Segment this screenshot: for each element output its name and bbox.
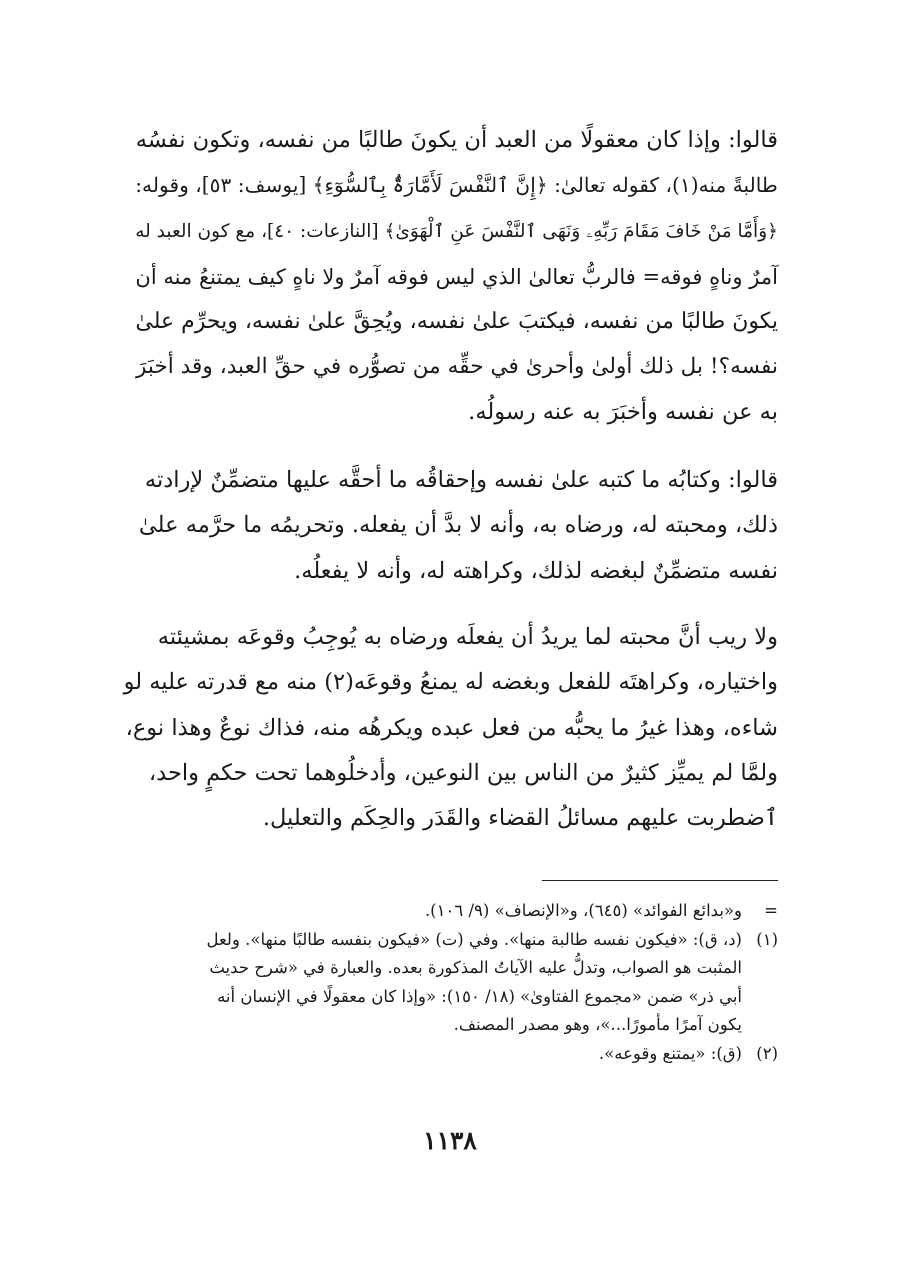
page-number: ١١٣٨	[423, 1126, 477, 1155]
text-line: ذلك، ومحبته له، ورضاه به، وأنه لا بدَّ أن يفعله. وتحريمُه ما حرَّمه علىٰ	[138, 512, 778, 539]
text-line: به عن نفسه وأخبَرَ به عنه رسولُه.	[468, 398, 778, 425]
paragraph-2	[122, 458, 778, 594]
footnote-line: يكون آمرًا مأمورًا...»، وهو مصدر المصنف.	[453, 1015, 742, 1035]
paragraph-1	[122, 118, 778, 435]
text-line: ٱضطربت عليهم مسائلُ القضاء والقَدَر والحِكَم والتعليل.	[262, 805, 778, 832]
footnote-marker: (١)	[756, 929, 778, 949]
footnote-line: (د، ق): «فيكون نفسه طالبة منها». وفي (ت) «فيكون بنفسه طالبًا منها». ولعل	[206, 929, 742, 949]
footnote-body	[122, 926, 742, 1040]
footnote-body	[122, 1040, 742, 1069]
footnote-body	[122, 897, 742, 926]
footnote-2	[122, 1040, 778, 1069]
footnote-line: و«بدائع الفوائد» (٦٤٥)، و«الإنصاف» (٩/ ١٠٦).	[424, 901, 742, 920]
footnote-continuation	[122, 897, 778, 926]
text-line: ولمَّا لم يميِّز كثيرٌ من الناس بين النوعين، وأدخلُوهما تحت حكمٍ واحد،	[148, 759, 778, 786]
footnote-line: المثبت هو الصواب، وتدلُّ عليه الآياتُ المذكورة بعده. والعبارة في «شرح حديث	[209, 958, 742, 978]
footnote-1	[122, 926, 778, 1040]
text-line: شاءه، وهذا غيرُ ما يحبُّه من فعل عبده ويكرهُه منه، فذاك نوعٌ وهذا نوع،	[125, 714, 778, 741]
text-line: يكونَ طالبًا من نفسه، فيكتبَ علىٰ نفسه، ويُحِقَّ علىٰ نفسه، ويحرِّم علىٰ	[135, 309, 778, 335]
text-line: ﴿وَأَمَّا مَنْ خَافَ مَقَامَ رَبِّهِۦ وَنَهَى ٱلنَّفْسَ عَنِ ٱلْهَوَىٰ﴾ [النازعات: ٤٠]، مع كون العبد له	[135, 220, 778, 242]
main-text	[122, 118, 778, 841]
footnotes	[122, 897, 778, 1069]
text-line: قالوا: وكتابُه ما كتبه علىٰ نفسه وإحقاقُه ما أحقَّه عليها متضمِّنٌ لإرادته	[144, 467, 778, 494]
footnote-divider	[542, 880, 778, 881]
footnote-marker: (٢)	[756, 1043, 778, 1063]
text-line: واختياره، وكراهتَه للفعل وبغضه له يمنعُ وقوعَه(٢) منه مع قدرته عليه لو	[123, 669, 778, 696]
text-line: طالبةً منه(١)، كقوله تعالىٰ: ﴿إِنَّ ٱلنَّفْسَ لَأَمَّارَةٌۢ بِٱلسُّوٓءِ﴾ [يوسف: ٥٣]، وقوله:	[135, 173, 778, 198]
text-line: قالوا: وإذا كان معقولًا من العبد أن يكونَ طالبًا من نفسه، وتكون نفسُه	[135, 127, 778, 153]
text-line: نفسه متضمِّنٌ لبغضه لذلك، وكراهته له، وأنه لا يفعلُه.	[294, 557, 778, 584]
text-line: نفسه؟! بل ذلك أولىٰ وأحرىٰ في حقِّه من تصوُّره في حقِّ العبد، وقد أخبَرَ	[135, 354, 778, 380]
footnote-line: أبي ذر» ضمن «مجموع الفتاوىٰ» (١٨/ ١٥٠): «وإذا كان معقولًا في الإنسان أنه	[217, 986, 742, 1006]
text-line: آمرٌ وناهٍ فوقه= فالربُّ تعالىٰ الذي ليس فوقه آمرٌ ولا ناهٍ كيف يمتنعُ منه أن	[135, 263, 778, 289]
footnote-marker: =	[764, 901, 778, 920]
text-line: ولا ريب أنَّ محبته لما يريدُ أن يفعلَه ورضاه به يُوجِبُ وقوعَه بمشيئته	[157, 623, 778, 650]
footnote-line: (ق): «يمتنع وقوعه».	[598, 1043, 742, 1063]
paragraph-3	[122, 615, 778, 841]
